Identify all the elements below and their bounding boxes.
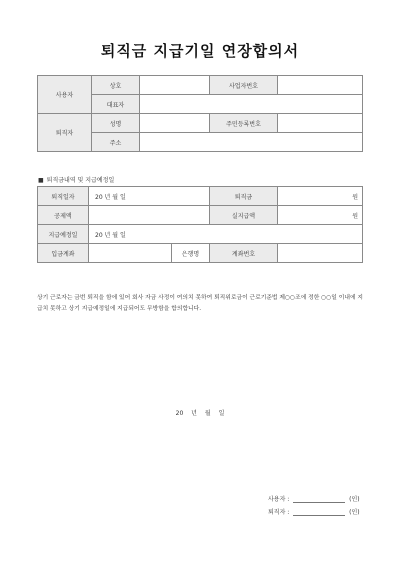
- page-title: 퇴직금 지급기일 연장합의서: [100, 42, 300, 60]
- severance-field[interactable]: 원: [278, 187, 363, 206]
- representative-label: 대표자: [92, 95, 140, 114]
- business-no-label: 사업자번호: [210, 76, 278, 95]
- account-label: 입금계좌: [38, 244, 89, 263]
- parties-table: [37, 75, 363, 152]
- pay-date-field[interactable]: 20 년 월 일: [89, 225, 363, 244]
- account-field[interactable]: [89, 244, 172, 263]
- address-field[interactable]: [140, 133, 363, 152]
- name-label: 성명: [92, 114, 140, 133]
- net-pay-label: 실지급액: [210, 206, 278, 225]
- employee-signature-line[interactable]: [293, 509, 345, 516]
- agreement-text: 상기 근로자는 금번 퇴직을 함에 있어 회사 자금 사정이 여의치 못하여 퇴직위로금이 근로기준법 제○○조에 정한 ○○일 이내에 지급치 못하고 상기 지급예정일에 지급되어도 무방함을 합의합니다.: [37, 295, 363, 312]
- representative-field[interactable]: [140, 95, 363, 114]
- retire-date-field[interactable]: 20 년 월 일: [89, 187, 210, 206]
- account-no-label: 계좌번호: [210, 244, 278, 263]
- severance-label: 퇴직금: [210, 187, 278, 206]
- employer-signature-line[interactable]: [293, 496, 345, 503]
- employer-signature-label: 사용자 :: [268, 496, 290, 503]
- employer-label: 사용자: [38, 76, 92, 114]
- employee-label: 퇴직자: [38, 114, 92, 152]
- section-title-text: 퇴직금내역 및 지급예정일: [46, 177, 115, 184]
- employer-seal: (인): [349, 496, 360, 503]
- bank-label: 은행명: [172, 244, 210, 263]
- employee-signature: [268, 507, 360, 516]
- net-pay-field[interactable]: 원: [278, 206, 363, 225]
- retire-date-label: 퇴직일자: [38, 187, 89, 206]
- resident-no-field[interactable]: [278, 114, 363, 133]
- company-name-field[interactable]: [140, 76, 210, 95]
- account-no-field[interactable]: [278, 244, 363, 263]
- company-name-label: 상호: [92, 76, 140, 95]
- employer-signature: [268, 494, 360, 503]
- section-title: [38, 175, 114, 184]
- severance-table: [37, 186, 363, 263]
- deduction-field[interactable]: [89, 206, 210, 225]
- pay-date-label: 지급예정일: [38, 225, 89, 244]
- address-label: 주소: [92, 133, 140, 152]
- resident-no-label: 주민등록번호: [210, 114, 278, 133]
- square-bullet-icon: ■: [38, 177, 44, 184]
- employee-signature-label: 퇴직자 :: [268, 509, 290, 516]
- deduction-label: 공제액: [38, 206, 89, 225]
- business-no-field[interactable]: [278, 76, 363, 95]
- name-field[interactable]: [140, 114, 210, 133]
- signing-date: 20 년 월 일: [175, 410, 225, 417]
- employee-seal: (인): [349, 509, 360, 516]
